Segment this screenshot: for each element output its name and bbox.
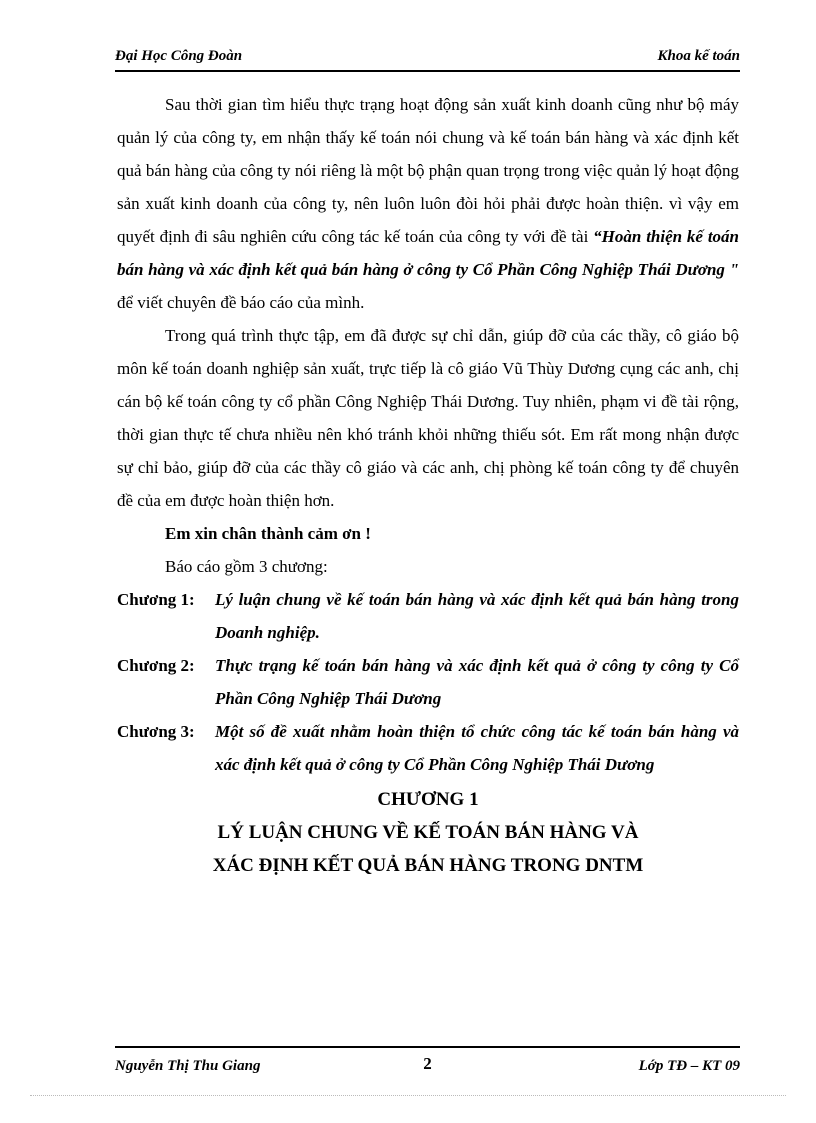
intro-paragraph — [117, 88, 739, 319]
header-university: Đại Học Công Đoàn — [115, 48, 243, 64]
document-body — [117, 88, 739, 882]
header-faculty: Khoa kế toán — [657, 48, 740, 64]
acknowledgement-paragraph: Trong quá trình thực tập, em đã được sự chỉ dẫn, giúp đỡ của các thầy, cô giáo bộ môn kế toán doanh nghiệp sản xuất, trực tiếp là cô giáo Vũ Thùy Dương cụng các anh, chị cán bộ kế toán công ty cổ phần Công Nghiệp Thái Dương. Tuy nhiên, phạm vi đề tài rộng, thời gian thực tế chưa nhiều nên khó tránh khỏi những thiếu sót. Em rất mong nhận được sự chỉ bảo, giúp đỡ của các thầy cô giáo và các anh, chị phòng kế toán công ty để chuyên đề của em được hoàn thiện hơn. — [117, 326, 739, 510]
intro-text-end: để viết chuyên đề báo cáo của mình. — [117, 293, 365, 312]
chapter-label: Chương 1: — [117, 590, 195, 609]
chapter-description: Thực trạng kế toán bán hàng và xác định kết quả ở công ty công ty Cổ Phần Công Nghiệp Thái Dương — [215, 656, 739, 708]
chapter-list-item — [117, 649, 739, 715]
intro-text: Sau thời gian tìm hiểu thực trạng hoạt động sản xuất kinh doanh cũng như bộ máy quản lý của công ty, em nhận thấy kế toán nói chung và kế toán bán hàng và xác định kết quả bán hàng của công ty nói riêng là một bộ phận quan trọng trong việc quản lý hoạt động sản xuất kinh doanh của công ty, nên luôn luôn đòi hỏi phải được hoàn thiện. vì vậy em quyết định đi sâu nghiên cứu công tác kế toán của công ty với đề tài — [117, 95, 739, 246]
page-number: 2 — [423, 1054, 432, 1073]
chapter-title-line-2: XÁC ĐỊNH KẾT QUẢ BÁN HÀNG TRONG DNTM — [212, 855, 644, 876]
page-edge-divider — [30, 1095, 786, 1096]
chapter-description: Lý luận chung về kế toán bán hàng và xác định kết quả bán hàng trong Doanh nghiệp. — [215, 590, 739, 642]
page-footer — [115, 1046, 740, 1078]
footer-class: Lớp TĐ – KT 09 — [638, 1058, 740, 1074]
report-intro: Báo cáo gồm 3 chương: — [165, 557, 328, 576]
thesis-title: “Hoàn thiện kế toán bán hàng và xác định kết quả bán hàng ở công ty Cổ Phần Công Nghiệp Thái Dương " — [117, 227, 739, 279]
chapter-title-line-1: LÝ LUẬN CHUNG VỀ KẾ TOÁN BÁN HÀNG VÀ — [217, 822, 639, 843]
chapter-label: Chương 2: — [117, 656, 195, 675]
page-header — [115, 48, 740, 72]
footer-author: Nguyễn Thị Thu Giang — [115, 1058, 261, 1074]
chapter-label: Chương 3: — [117, 722, 195, 741]
chapter-list-item — [117, 715, 739, 781]
thanks-line: Em xin chân thành cảm ơn ! — [165, 524, 371, 543]
chapter-description: Một số đề xuất nhằm hoàn thiện tổ chức công tác kế toán bán hàng và xác định kết quả ở công ty Cổ Phần Công Nghiệp Thái Dương — [215, 722, 739, 774]
chapter-list-item — [117, 583, 739, 649]
chapter-number-heading: CHƯƠNG 1 — [377, 789, 479, 810]
